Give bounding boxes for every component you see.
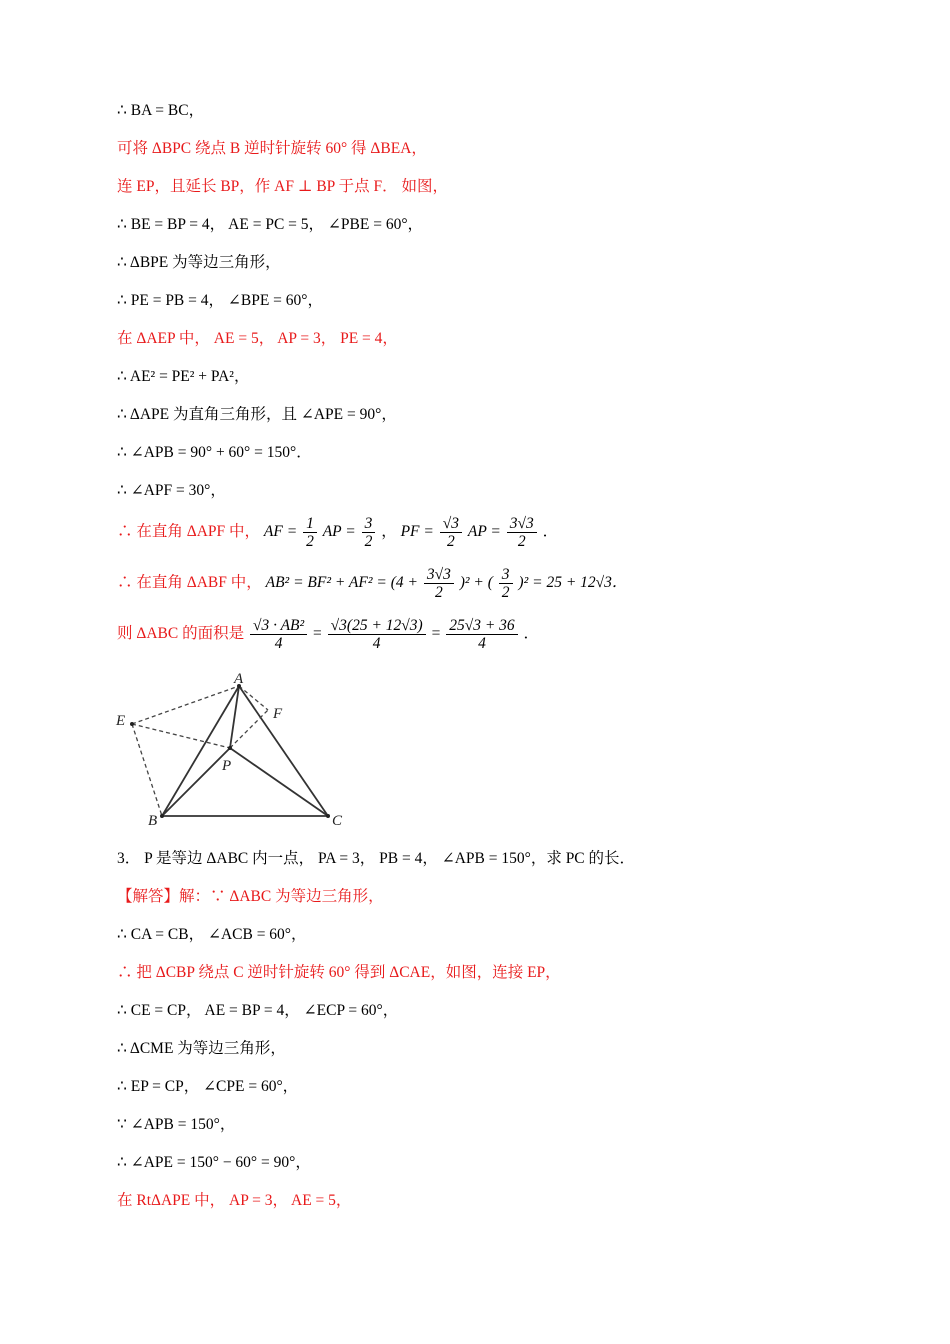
segment-ea: [132, 686, 239, 724]
label-f: F: [273, 706, 283, 722]
label-e: E: [116, 713, 126, 729]
af-result-fraction: $\frac{3}{2}$: [362, 515, 376, 550]
line-8: ∴ AE² = PE² + PA²，: [117, 368, 250, 385]
apf-sep: ，: [381, 523, 397, 541]
pf-mid: AP =: [467, 523, 501, 541]
pf-lhs: PF =: [400, 523, 434, 541]
pf-fraction: $\frac{√3}{2}$: [440, 515, 462, 550]
line-2: 可将 ΔBPC 绕点 B 逆时针旋转 60° 得 ΔBEA，: [117, 140, 427, 157]
label-b: B: [148, 813, 158, 829]
area-fraction-1: $\frac{\text{√3 · AB²}}{4}$: [250, 617, 307, 652]
segment-eb: [132, 724, 162, 816]
af-mid: AP =: [322, 523, 356, 541]
problem-3-statement: 3． P 是等边 ΔABC 内一点， PA = 3， PB = 4， ∠APB = 150°，求 PC 的长．: [117, 850, 636, 867]
p3-line-5: ∴ ΔCME 为等边三角形，: [117, 1040, 286, 1057]
point-p: [228, 746, 232, 750]
line-3: 连 EP，且延长 BP，作 AF ⊥ BP 于点 F． 如图，: [117, 178, 448, 195]
point-e: [130, 722, 134, 726]
p3-line-4: ∴ CE = CP， AE = BP = 4， ∠ECP = 60°，: [117, 1002, 399, 1019]
p3-line-9: 在 RtΔAPE 中， AP = 3， AE = 5，: [117, 1192, 352, 1209]
area-fraction-3: $\frac{25√3 + 36}{4}$: [446, 617, 517, 652]
p3-line-2: ∴ CA = CB， ∠ACB = 60°，: [117, 926, 307, 943]
segment-ac: [239, 686, 328, 816]
af-lhs: AF =: [263, 523, 298, 541]
line-10: ∴ ∠APB = 90° + 60° = 150°．: [117, 444, 312, 461]
area-lead: 则 ΔABC 的面积是: [117, 625, 245, 643]
line-5: ∴ ΔBPE 为等边三角形，: [117, 254, 281, 271]
label-a: A: [234, 671, 244, 687]
abf-fraction-2: $\frac{3}{2}$: [499, 566, 513, 601]
abf-eq3: )² = 25 + 12√3．: [518, 574, 628, 592]
line-1: ∴ BA = BC，: [117, 102, 205, 119]
point-c: [326, 814, 330, 818]
line-7: 在 ΔAEP 中， AE = 5， AP = 3， PE = 4，: [117, 330, 398, 347]
abf-eq1: AB² = BF² + AF² = (4 +: [265, 574, 418, 592]
segment-pc: [230, 748, 328, 816]
area-end: ．: [523, 625, 540, 643]
formula-area: [117, 617, 539, 652]
af-fraction: $\frac{1}{2}$: [303, 515, 317, 550]
label-p: P: [222, 758, 232, 774]
p3-line-8: ∴ ∠APE = 150° − 60° = 90°，: [117, 1154, 311, 1171]
abf-eq2: )² + (: [459, 574, 493, 592]
abf-lead: ∴ 在直角 ΔABF 中，: [117, 574, 262, 592]
formula-abf: [117, 566, 627, 601]
line-9: ∴ ΔAPE 为直角三角形，且 ∠APE = 90°，: [117, 406, 397, 423]
area-fraction-2: $\frac{√3(25 + 12√3)}{4}$: [328, 617, 426, 652]
p3-line-7: ∵ ∠APB = 150°，: [117, 1116, 236, 1133]
segment-pf: [230, 710, 268, 748]
p3-line-1: 【解答】解：∵ ΔABC 为等边三角形，: [117, 888, 384, 905]
line-6: ∴ PE = PB = 4， ∠BPE = 60°，: [117, 292, 323, 309]
line-4: ∴ BE = BP = 4， AE = PC = 5， ∠PBE = 60°，: [117, 216, 424, 233]
geometry-figure: [110, 668, 360, 830]
line-11: ∴ ∠APF = 30°，: [117, 482, 226, 499]
apf-end: ．: [542, 523, 559, 541]
p3-line-6: ∴ EP = CP， ∠CPE = 60°，: [117, 1078, 299, 1095]
abf-fraction-1: $\frac{3√3}{2}$: [424, 566, 454, 601]
pf-result-fraction: $\frac{3√3}{2}$: [507, 515, 537, 550]
apf-lead: ∴ 在直角 ΔAPF 中，: [117, 523, 261, 541]
area-eq-1: =: [313, 625, 322, 643]
area-eq-2: =: [431, 625, 441, 643]
point-b: [160, 814, 164, 818]
label-c: C: [332, 813, 343, 829]
p3-line-3: ∴ 把 ΔCBP 绕点 C 逆时针旋转 60° 得到 ΔCAE，如图，连接 EP，: [117, 964, 561, 981]
formula-apf: [117, 515, 558, 550]
